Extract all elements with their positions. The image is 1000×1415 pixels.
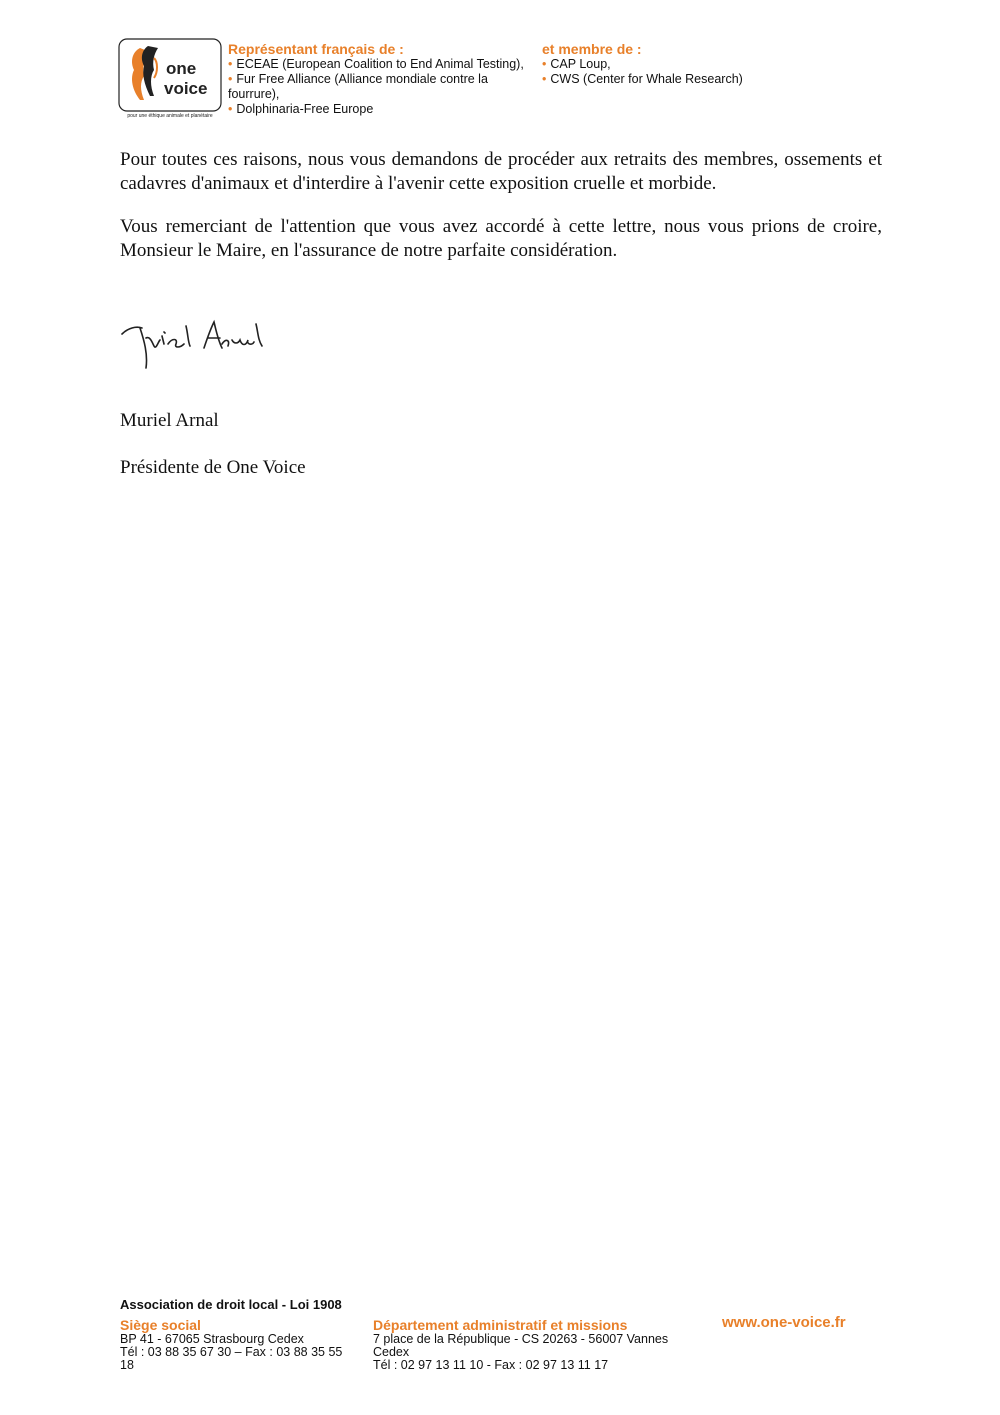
representant-item bbox=[228, 57, 528, 72]
bullet-icon: • bbox=[542, 72, 547, 86]
membre-item-text: CWS (Center for Whale Research) bbox=[550, 72, 743, 86]
header-representant bbox=[228, 41, 528, 117]
membre-item-text: CAP Loup, bbox=[550, 57, 611, 71]
dept-address: 7 place de la République - CS 20263 - 56007 Vannes bbox=[373, 1332, 669, 1346]
body-paragraph-1: Pour toutes ces raisons, nous vous demandons de procéder aux retraits des membres, ossements et cadavres d'animaux et d'interdire à l'avenir cette exposition cruelle et morbide. bbox=[120, 149, 882, 194]
membre-title: et membre de : bbox=[542, 41, 642, 57]
website-link[interactable]: www.one-voice.fr bbox=[722, 1314, 846, 1331]
bullet-icon: • bbox=[228, 57, 233, 71]
one-voice-logo bbox=[118, 38, 222, 118]
footer-association: Association de droit local - Loi 1908 bbox=[120, 1297, 342, 1312]
body-paragraph-2: Vous remerciant de l'attention que vous avez accordé à cette lettre, nous vous prions de croire, Monsieur le Maire, en l'assurance de notre parfaite considération. bbox=[120, 216, 882, 261]
siege-phone-cont: 18 bbox=[120, 1358, 134, 1372]
dept-address-cont: Cedex bbox=[373, 1345, 410, 1359]
logo-text-one: one bbox=[166, 59, 197, 78]
dept-phone: Tél : 02 97 13 11 10 - Fax : 02 97 13 11 17 bbox=[373, 1358, 609, 1372]
bullet-icon: • bbox=[228, 102, 233, 116]
dept-title: Département administratif et missions bbox=[373, 1317, 628, 1333]
representant-item bbox=[228, 72, 528, 102]
siege-title: Siège social bbox=[120, 1317, 201, 1333]
representant-item-text: Fur Free Alliance (Alliance mondiale contre la fourrure), bbox=[228, 72, 488, 101]
representant-item-text: ECEAE (European Coalition to End Animal Testing), bbox=[236, 57, 524, 71]
representant-title: Représentant français de : bbox=[228, 41, 404, 57]
membre-item bbox=[542, 72, 782, 87]
siege-phone: Tél : 03 88 35 67 30 – Fax : 03 88 35 55 bbox=[120, 1345, 343, 1359]
handwritten-signature bbox=[118, 318, 268, 374]
signatory-title: Présidente de One Voice bbox=[120, 457, 306, 478]
representant-item-text: Dolphinaria-Free Europe bbox=[236, 102, 374, 116]
representant-item bbox=[228, 102, 528, 117]
footer-departement bbox=[373, 1318, 683, 1372]
footer-siege bbox=[120, 1318, 370, 1372]
bullet-icon: • bbox=[542, 57, 547, 71]
siege-address: BP 41 - 67065 Strasbourg Cedex bbox=[120, 1332, 304, 1346]
header-membre bbox=[542, 41, 782, 87]
bullet-icon: • bbox=[228, 72, 233, 86]
logo-tagline: pour une éthique animale et planétaire bbox=[127, 113, 213, 118]
signatory-name: Muriel Arnal bbox=[120, 410, 219, 431]
membre-item bbox=[542, 57, 782, 72]
logo-text-voice: voice bbox=[164, 79, 208, 98]
